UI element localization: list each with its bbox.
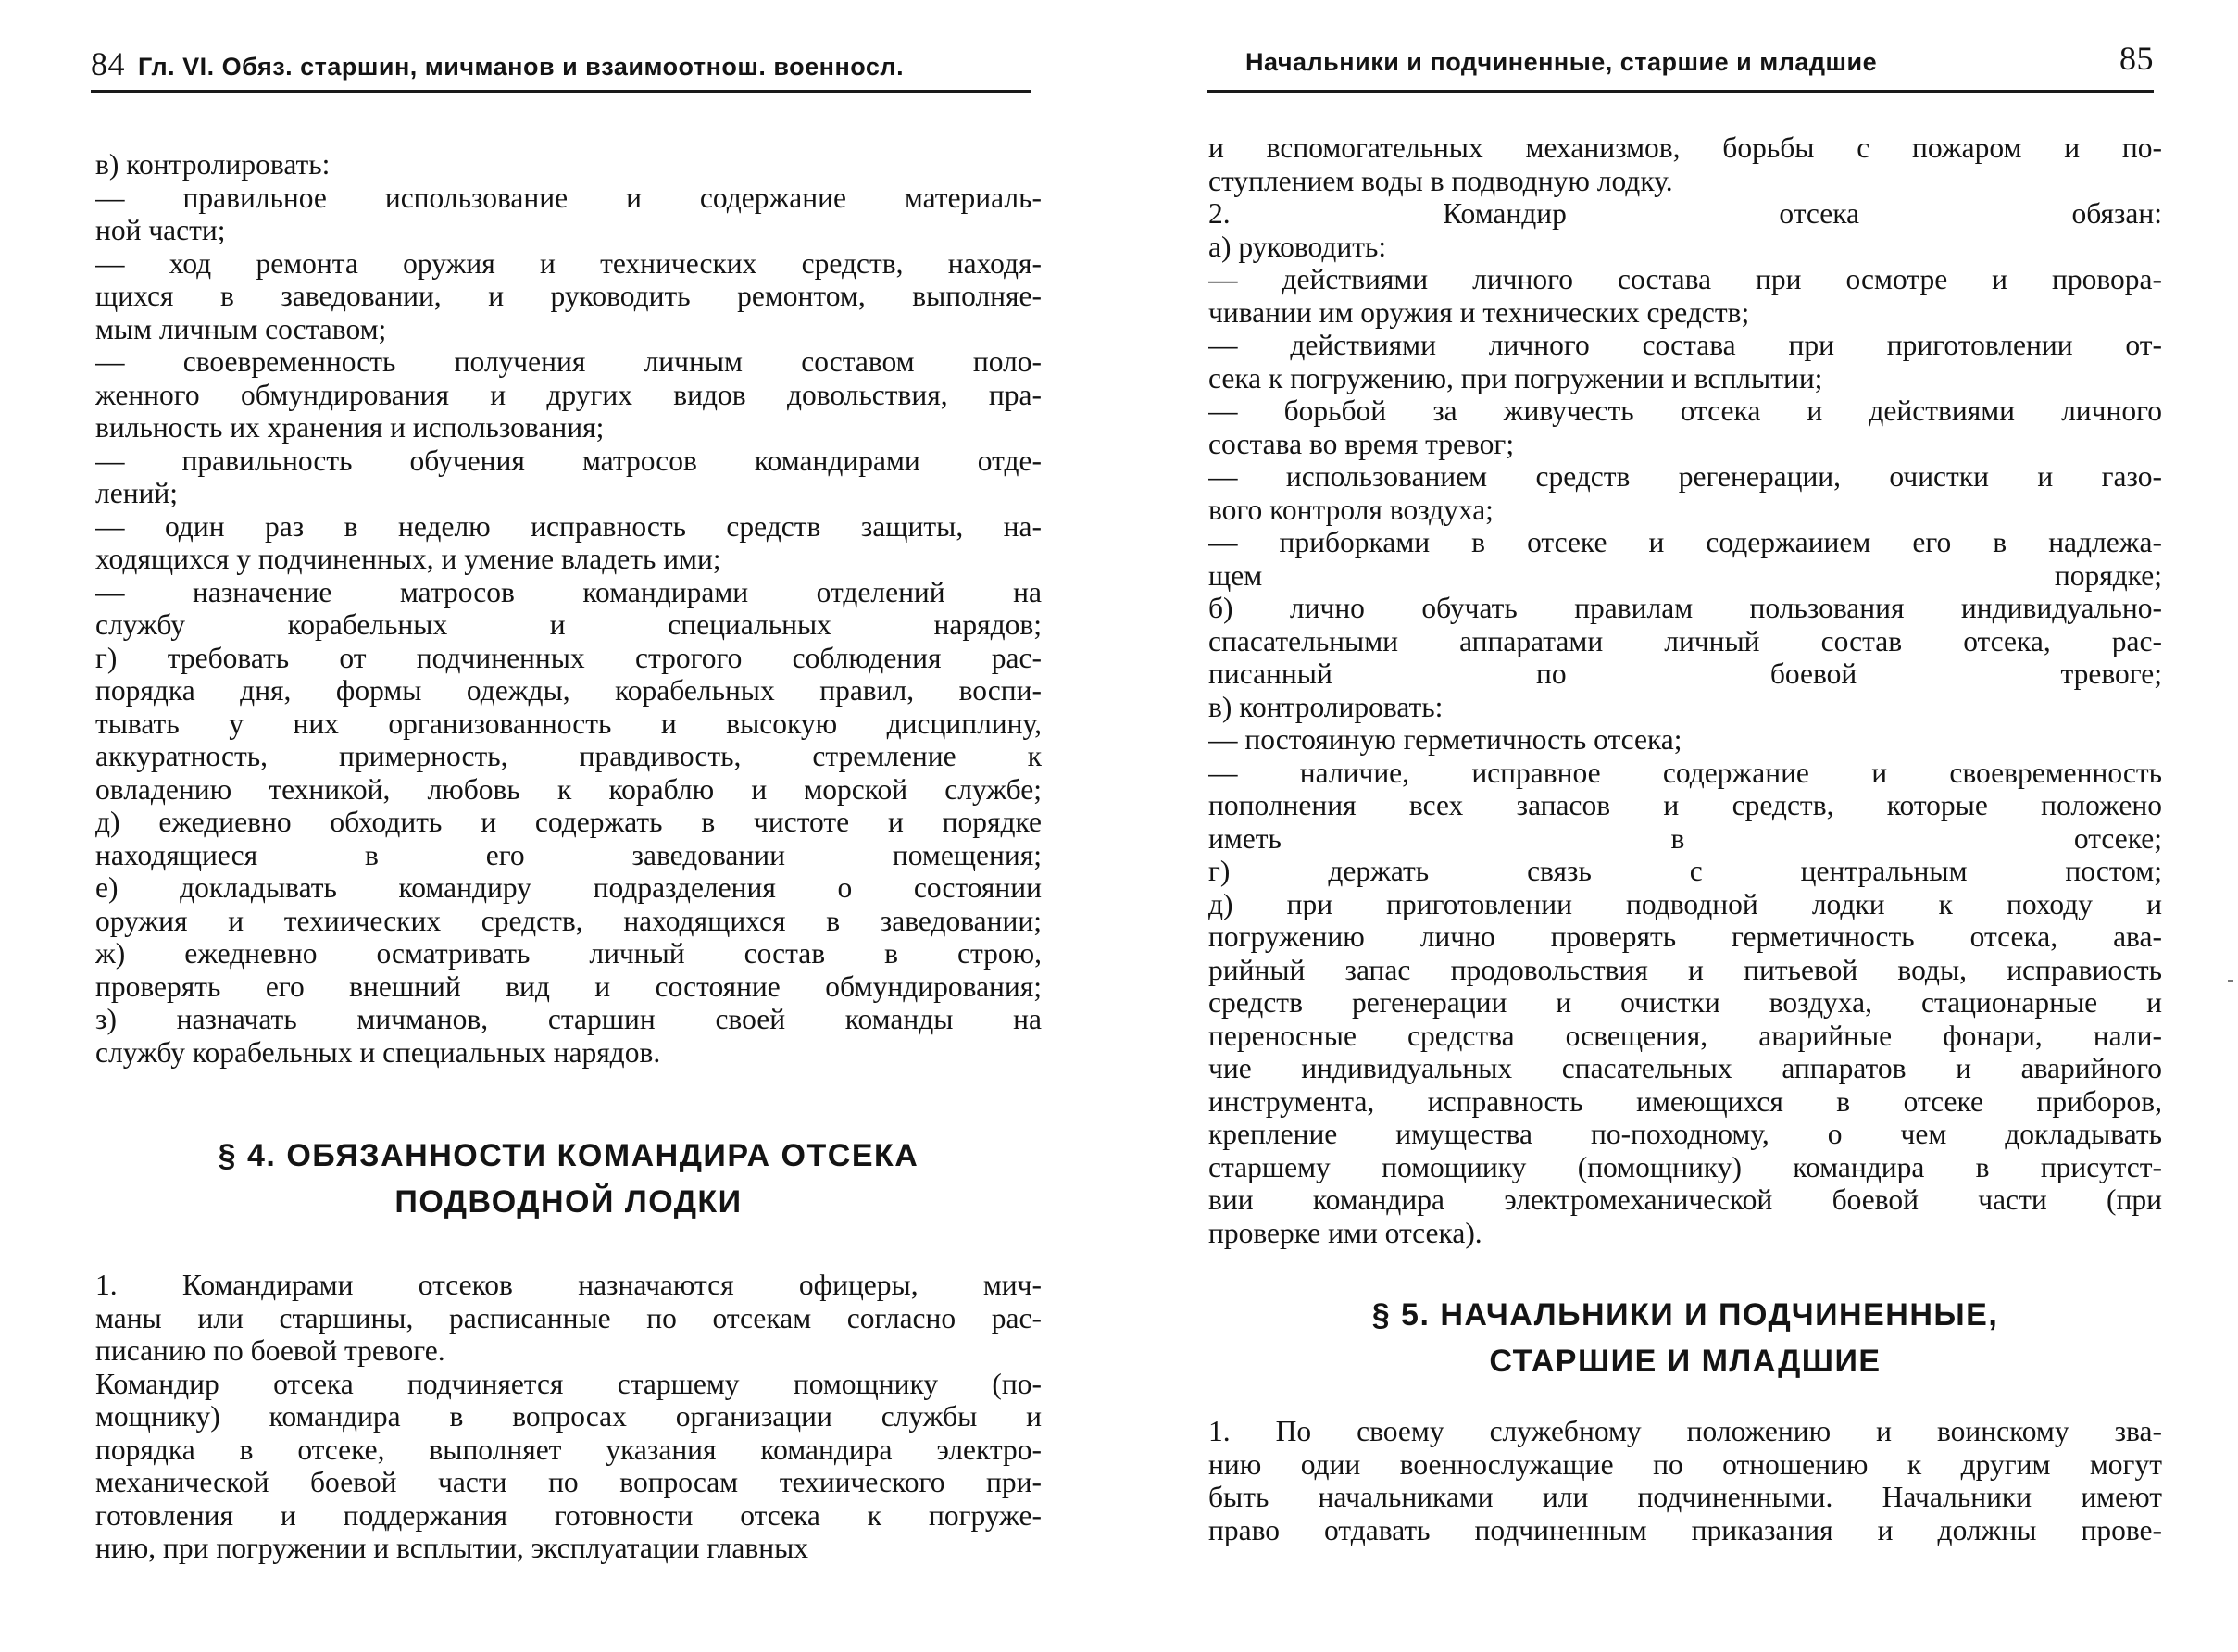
text-line: — постояиную герметичность отсека; — [1208, 723, 1682, 756]
text-line: мым личным составом; — [95, 312, 387, 345]
text-line: вого контроля воздуха; — [1208, 493, 1494, 526]
text-line: — назначение матросов командирами отделений на — [95, 575, 1042, 608]
text-line: службу корабельных и специальных нарядов. — [95, 1035, 661, 1069]
left-running-title: Гл. VI. Обяз. старшин, мичманов и взаимоотнош. военносл. — [138, 53, 905, 81]
text-line: спасательными аппаратами личный состав отсека, рас- — [1208, 624, 2162, 657]
text-line: быть начальниками или подчиненными. Начальники имеют — [1208, 1481, 2162, 1513]
text-line: инструмента, исправность имеющихся в отсеке приборов, — [1208, 1084, 2162, 1118]
text-line: — правильность обучения матросов командирами отде- — [95, 444, 1042, 477]
text-line: — борьбой за живучесть отсека и действиями личного — [1208, 394, 2162, 427]
text-line: проверять его внешний вид и состояние обмундирования; — [95, 970, 1042, 1003]
text-line: чивании им оружия и технических средств; — [1208, 295, 1750, 329]
text-line: Командир отсека подчиняется старшему помощнику (по- — [95, 1367, 1042, 1400]
text-line: тывать у них организованность и высокую дисциплину, — [95, 707, 1042, 740]
left-section-heading-line1: § 4. ОБЯЗАННОСТИ КОМАНДИРА ОТСЕКА — [218, 1138, 919, 1173]
left-section-heading-line2: ПОДВОДНОЙ ЛОДКИ — [394, 1184, 743, 1220]
text-line: в) контролировать: — [95, 148, 331, 181]
text-line: а) руководить: — [1208, 230, 1387, 263]
text-line: овладению техникой, любовь к кораблю и морской службе; — [95, 772, 1042, 806]
right-running-title: Начальники и подчиненные, старшие и младшие — [1245, 48, 1878, 76]
text-line: переносные средства освещения, аварийные фонари, нали- — [1208, 1019, 2162, 1052]
text-line: — один раз в неделю исправность средств защиты, на- — [95, 509, 1042, 543]
text-line: чие индивидуальных спасательных аппаратов и аварийного — [1208, 1052, 2162, 1084]
text-line: нию, при погружении и всплытии, эксплуатации главных — [95, 1532, 809, 1564]
text-line: 1. Командирами отсеков назначаются офицеры, мич- — [95, 1269, 1042, 1301]
right-body-text-2 — [1208, 1415, 2162, 1546]
text-line: — правильное использование и содержание материаль- — [95, 181, 1042, 214]
text-line: — действиями личного состава при приготовлении от- — [1208, 329, 2162, 361]
text-line: иметь в отсеке; — [1208, 821, 2162, 855]
text-line: 2. Командир отсека обязан: — [1208, 197, 2162, 230]
text-line: механической боевой части по вопросам техиического при- — [95, 1466, 1042, 1498]
right-section-heading-line2: СТАРШИЕ И МЛАДШИЕ — [1489, 1344, 1882, 1379]
right-page — [1119, 0, 2238, 1652]
text-line: женного обмундирования и других видов довольствия, пра- — [95, 378, 1042, 411]
left-section-heading — [95, 1133, 1042, 1225]
text-line: рийный запас продовольствия и питьевой воды, исправиость — [1208, 953, 2162, 986]
text-line: находящиеся в его заведовании помещения; — [95, 838, 1042, 871]
text-line: службу корабельных и специальных нарядов; — [95, 608, 1042, 641]
text-line: щем порядке; — [1208, 558, 2162, 592]
text-line: оружия и техиических средств, находящихся в заведовании; — [95, 904, 1042, 937]
text-line: готовления и поддержания готовности отсека к погруже- — [95, 1498, 1042, 1532]
left-page-number: 84 — [91, 45, 125, 82]
text-line: право отдавать подчиненным приказания и должны прове- — [1208, 1513, 2162, 1546]
text-line: пополнения всех запасов и средств, которые положено — [1208, 789, 2162, 821]
text-line: аккуратность, примерность, правдивость, стремление к — [95, 740, 1042, 772]
text-line: д) ежедиевно обходить и содержать в чистоте и порядке — [95, 806, 1042, 838]
text-line: 1. По своему служебному положению и воинскому зва- — [1208, 1415, 2162, 1447]
text-line: лений; — [95, 477, 179, 509]
right-section-heading-line1: § 5. НАЧАЛЬНИКИ И ПОДЧИНЕННЫЕ, — [1371, 1297, 1999, 1333]
text-line: з) назначать мичманов, старшин своей команды на — [95, 1003, 1042, 1035]
text-line: — действиями личного состава при осмотре и провора- — [1208, 263, 2162, 295]
text-line: г) требовать от подчиненных строгого соблюдения рас- — [95, 641, 1042, 674]
left-running-head — [91, 44, 1031, 93]
text-line: состава во время тревог; — [1208, 427, 1515, 460]
text-line: и вспомогательных механизмов, борьбы с пожаром и по- — [1208, 131, 2162, 164]
left-body-text — [95, 148, 1042, 1069]
text-line: — использованием средств регенерации, очистки и газо- — [1208, 460, 2162, 493]
text-line: г) держать связь с центральным постом; — [1208, 855, 2162, 887]
margin-mark — [2228, 980, 2233, 982]
text-line: щихся в заведовании, и руководить ремонтом, выполняе- — [95, 280, 1042, 312]
text-line: — приборками в отсеке и содержаиием его в надлежа- — [1208, 526, 2162, 558]
text-line: погружению лично проверять герметичность отсека, ава- — [1208, 920, 2162, 953]
text-line: сека к погружению, при погружении и всплытии; — [1208, 361, 1823, 394]
right-body-text — [1208, 131, 2162, 1249]
text-line: старшему помощиику (помощнику) командира в присутст- — [1208, 1150, 2162, 1183]
text-line: ж) ежедневно осматривать личный состав в строю, — [95, 937, 1042, 970]
text-line: средств регенерации и очистки воздуха, стационарные и — [1208, 986, 2162, 1019]
text-line: в) контролировать: — [1208, 690, 1444, 723]
text-line: б) лично обучать правилам пользования индивидуально- — [1208, 592, 2162, 624]
text-line: д) при приготовлении подводной лодки к походу и — [1208, 887, 2162, 920]
text-line: вильность их хранения и использования; — [95, 411, 605, 444]
left-body-text-2 — [95, 1269, 1042, 1565]
text-line: ной части; — [95, 214, 226, 246]
right-page-number: 85 — [2119, 40, 2154, 77]
text-line: проверке ими отсека). — [1208, 1216, 1482, 1249]
text-line: ступлением воды в подводную лодку. — [1208, 164, 1673, 197]
text-line: писанию по боевой тревоге. — [95, 1334, 445, 1367]
text-line: мощнику) командира в вопросах организации службы и — [95, 1400, 1042, 1433]
right-section-heading — [1208, 1292, 2162, 1384]
text-line: — наличие, исправное содержание и своевременность — [1208, 756, 2162, 789]
right-running-head — [1207, 40, 2154, 93]
text-line: ходящихся у подчиненных, и умение владеть ими; — [95, 543, 721, 575]
text-line: — ход ремонта оружия и технических средств, находя- — [95, 246, 1042, 280]
text-line: нию одии военнослужащие по отношению к другим могут — [1208, 1447, 2162, 1481]
text-line: маны или старшины, расписанные по отсекам согласно рас- — [95, 1301, 1042, 1334]
text-line: порядка в отсеке, выполняет указания командира электро- — [95, 1433, 1042, 1466]
text-line: порядка дня, формы одежды, корабельных правил, воспи- — [95, 674, 1042, 707]
text-line: — своевременность получения личным составом поло- — [95, 345, 1042, 378]
text-line: писанный по боевой тревоге; — [1208, 657, 2162, 690]
text-line: вии командира электромеханической боевой части (при — [1208, 1183, 2162, 1216]
text-line: крепление имущества по-походному, о чем докладывать — [1208, 1118, 2162, 1150]
text-line: е) докладывать командиру подразделения о состоянии — [95, 871, 1042, 904]
